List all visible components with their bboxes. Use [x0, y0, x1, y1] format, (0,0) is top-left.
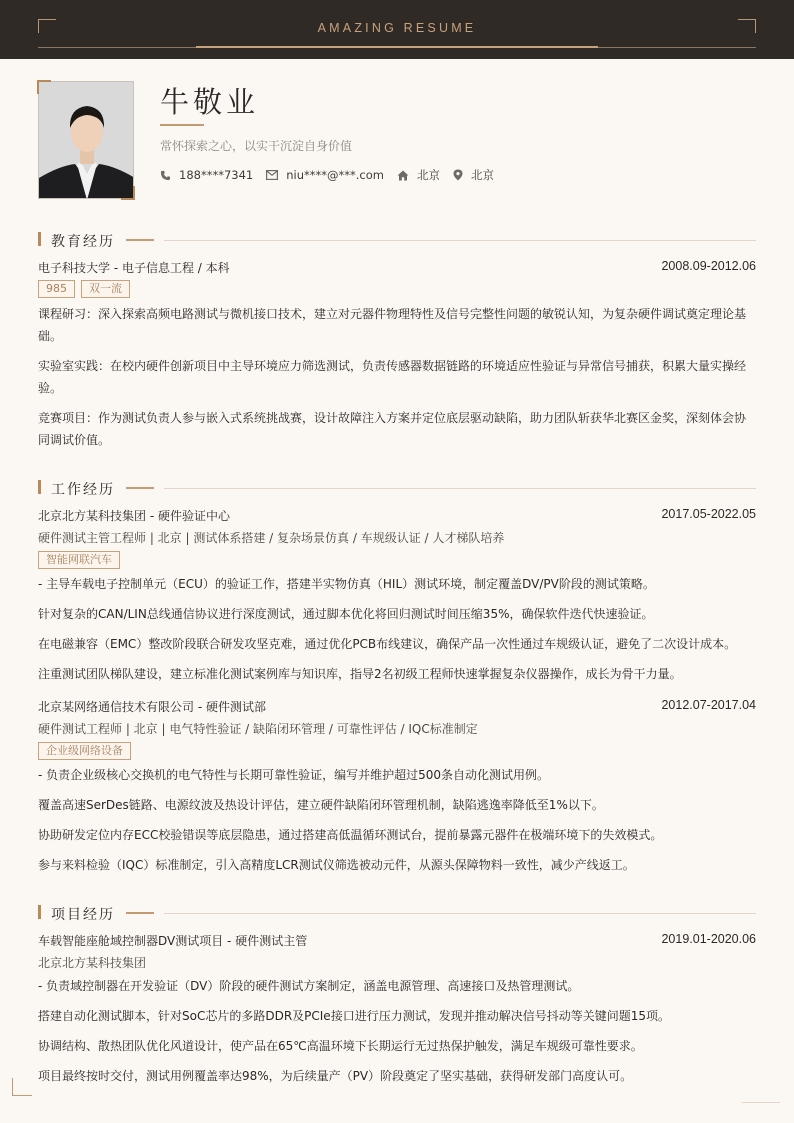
candidate-name: 牛敬业 — [160, 85, 260, 119]
contact-email — [266, 168, 384, 182]
work-bullet: 注重测试团队梯队建设，建立标准化测试案例库与知识库，指导2名初级工程师快速掌握复杂仪器操作，成长为骨干力量。 — [38, 667, 682, 681]
work-company: 北京北方某科技集团 - 硬件验证中心 — [38, 509, 230, 523]
section-marker — [38, 905, 41, 919]
section-title: 教育经历 — [51, 234, 115, 250]
corner-ornament-bottom-right — [742, 1102, 780, 1103]
banner-divider-accent — [196, 46, 598, 48]
contact-location — [453, 167, 494, 183]
contact-phone — [160, 168, 253, 182]
portrait-illustration — [39, 82, 134, 199]
education-paragraph: 竞赛项目：作为测试负责人参与嵌入式系统挑战赛，设计故障注入方案并定位底层驱动缺陷，助力团队斩获华北赛区金奖，深刻体会协同调试价值。 — [38, 411, 747, 447]
work-tags — [38, 742, 137, 760]
section-rule — [164, 240, 756, 241]
contact-home — [397, 167, 440, 183]
work-role-line: 硬件测试工程师 | 北京 | 电气特性验证 / 缺陷闭环管理 / 可靠性评估 / IQC标准制定 — [38, 722, 478, 736]
work-bullet: 覆盖高速SerDes链路、电源纹波及热设计评估，建立硬件缺陷闭环管理机制，缺陷逃逸率降低至1%以下。 — [38, 798, 604, 812]
section-marker — [38, 480, 41, 494]
work-bullet: 协助研发定位内存ECC校验错误等底层隐患，通过搭建高低温循环测试台，提前暴露元器件在极端环境下的失效模式。 — [38, 828, 663, 842]
phone-icon — [160, 170, 171, 181]
photo-corner-bottom-right — [121, 186, 135, 200]
work-date: 2017.05-2022.05 — [661, 507, 756, 521]
location-icon — [453, 169, 463, 181]
project-bullet: 项目最终按时交付，测试用例覆盖率达98%，为后续量产（PV）阶段奠定了坚实基础，获得研发部门高度认可。 — [38, 1069, 633, 1083]
photo-corner-top-left — [37, 80, 51, 94]
education-school: 电子科技大学 - 电子信息工程 / 本科 — [38, 261, 230, 275]
section-dash — [126, 912, 154, 914]
project-org: 北京北方某科技集团 — [38, 956, 147, 970]
project-bullet: 搭建自动化测试脚本，针对SoC芯片的多路DDR及PCIe接口进行压力测试，发现并推动解决信号抖动等关键问题15项。 — [38, 1009, 670, 1023]
mail-icon — [266, 170, 278, 180]
section-education-header — [38, 231, 756, 249]
contact-home-text: 北京 — [416, 168, 440, 182]
project-name: 车载智能座舱域控制器DV测试项目 - 硬件测试主管 — [38, 934, 308, 948]
tag: 985 — [38, 280, 75, 298]
education-paragraph: 课程研习：深入探索高频电路测试与微机接口技术，建立对元器件物理特性及信号完整性问题的敏锐认知，为复杂硬件调试奠定理论基础。 — [38, 307, 747, 343]
work-bullet: - 主导车载电子控制单元（ECU）的验证工作，搭建半实物仿真（HIL）测试环境，制定覆盖DV/PV阶段的测试策略。 — [38, 577, 655, 591]
work-bullet: 参与来料检验（IQC）标准制定，引入高精度LCR测试仪筛选被动元件，从源头保障物料一致性，减少产线返工。 — [38, 858, 635, 872]
contact-location-text: 北京 — [470, 168, 494, 182]
section-marker — [38, 232, 41, 246]
work-tags — [38, 551, 126, 569]
section-dash — [126, 487, 154, 489]
corner-ornament-bottom-left — [12, 1078, 32, 1096]
tag: 双一流 — [81, 280, 130, 298]
banner-title: AMAZING RESUME — [317, 21, 477, 35]
work-bullet: 针对复杂的CAN/LIN总线通信协议进行深度测试，通过脚本优化将回归测试时间压缩35%，确保软件迭代快速验证。 — [38, 607, 654, 621]
project-date: 2019.01-2020.06 — [661, 932, 756, 946]
name-underline — [160, 124, 204, 126]
contact-list — [160, 167, 507, 183]
contact-email-text: niu****@***.com — [286, 168, 384, 182]
education-tags — [38, 280, 136, 298]
work-bullet: 在电磁兼容（EMC）整改阶段联合研发攻坚克难，通过优化PCB布线建议，确保产品一次性通过车规级认证，避免了二次设计成本。 — [38, 637, 737, 651]
section-rule — [164, 488, 756, 489]
education-paragraph: 实验室实践：在校内硬件创新项目中主导环境应力筛选测试，负责传感器数据链路的环境适应性验证与异常信号捕获，积累大量实操经验。 — [38, 359, 747, 395]
section-rule — [164, 913, 756, 914]
section-project-header — [38, 904, 756, 922]
education-date: 2008.09-2012.06 — [661, 259, 756, 273]
candidate-motto: 常怀探索之心，以实干沉淀自身价值 — [160, 139, 353, 153]
tag: 智能网联汽车 — [38, 551, 120, 569]
section-title: 工作经历 — [51, 482, 115, 498]
contact-phone-text: 188****7341 — [179, 168, 254, 182]
project-bullet: - 负责域控制器在开发验证（DV）阶段的硬件测试方案制定，涵盖电源管理、高速接口及热管理测试。 — [38, 979, 580, 993]
section-work-header — [38, 479, 756, 497]
project-bullet: 协调结构、散热团队优化风道设计，使产品在65℃高温环境下长期运行无过热保护触发，满足车规级可靠性要求。 — [38, 1039, 643, 1053]
home-icon — [397, 170, 409, 181]
profile-photo — [38, 81, 134, 199]
work-bullet: - 负责企业级核心交换机的电气特性与长期可靠性验证，编写并维护超过500条自动化测试用例。 — [38, 768, 550, 782]
tag: 企业级网络设备 — [38, 742, 131, 760]
work-date: 2012.07-2017.04 — [661, 698, 756, 712]
work-role-line: 硬件测试主管工程师 | 北京 | 测试体系搭建 / 复杂场景仿真 / 车规级认证 / 人才梯队培养 — [38, 531, 505, 545]
section-dash — [126, 239, 154, 241]
section-title: 项目经历 — [51, 907, 115, 923]
profile-photo-frame — [38, 81, 134, 199]
work-company: 北京某网络通信技术有限公司 - 硬件测试部 — [38, 700, 266, 714]
top-banner — [0, 0, 794, 59]
